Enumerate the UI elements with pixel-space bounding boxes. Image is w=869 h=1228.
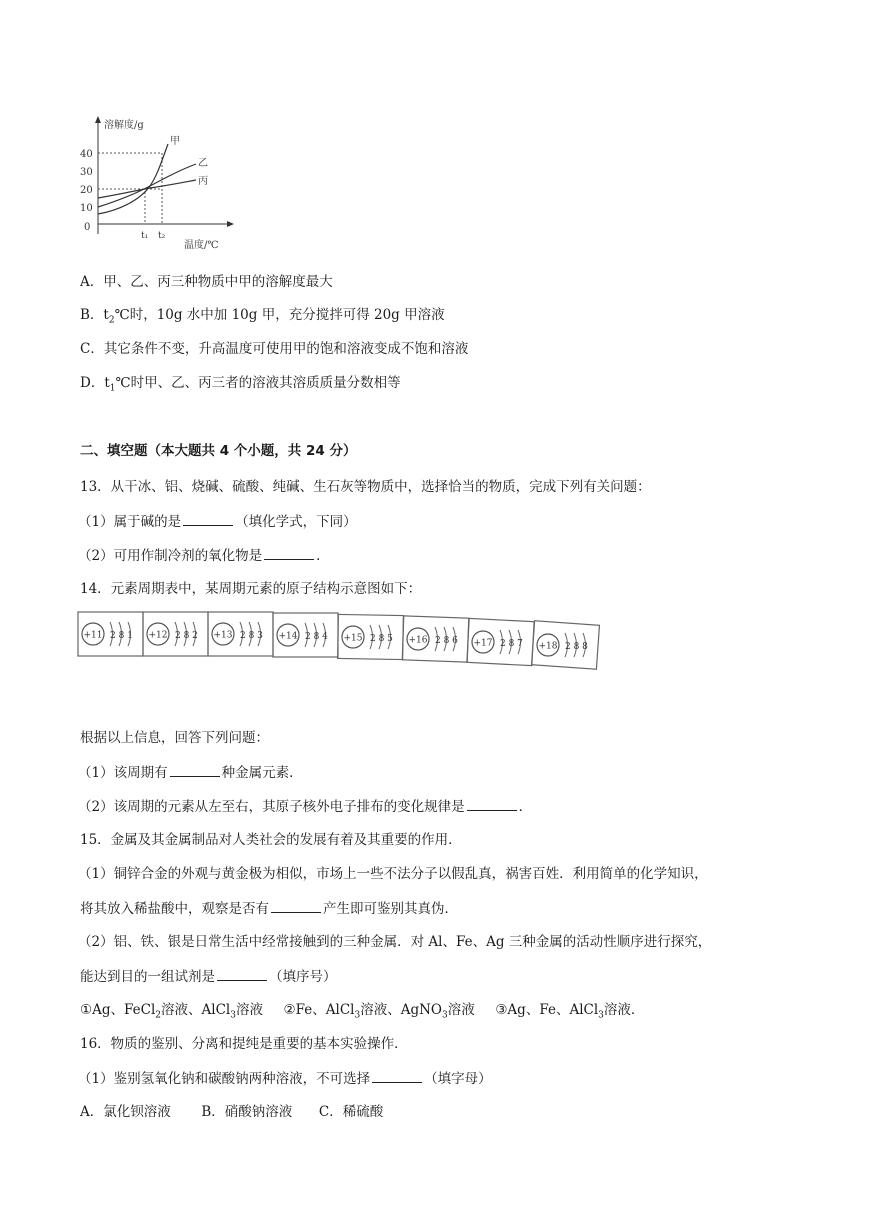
nucleus-charge: +18 [538,641,558,652]
curve-yi [98,164,196,207]
y-tick-10: 10 [80,203,93,214]
atom-diagram [338,614,404,659]
q16-part1: （1）鉴别氢氧化钠和碳酸钠两种溶液，不可选择 （填字母） [78,1068,492,1089]
atom-diagram [273,613,338,657]
x-axis-arrow [227,221,234,227]
q15-part2-line2: 能达到目的一组试剂是 （填序号） [80,966,337,987]
y-axis-arrow [95,116,101,123]
x-tick-t2: t₂ [158,231,166,241]
q15-part2-line1: （2）铝、铁、银是日常生活中经常接触到的三种金属．对 Al、Fe、Ag 三种金属的活动性顺序进行探究， [78,934,712,950]
electron-counts: 2 8 2 [175,631,198,641]
q13-part2: （2）可用作制冷剂的氧化物是 ． [78,545,330,566]
electron-counts: 2 8 1 [110,631,133,641]
nucleus-charge: +14 [278,631,298,642]
q15-option-3: ③Ag、Fe、AlCl$_3$溶液． [495,1002,645,1021]
answer-blank[interactable] [217,966,267,981]
q14-part1: （1）该周期有 种金属元素． [78,762,303,783]
atom-diagram [78,612,143,656]
y-tick-0: 0 [84,222,91,233]
answer-blank[interactable] [183,511,233,526]
atomic-structure-diagrams [76,608,616,686]
section-title: 二、填空题（本大题共 4 个小题，共 24 分） [80,443,357,459]
q14-stem: 14．元素周期表中，某周期元素的原子结构示意图如下： [80,581,422,597]
answer-blank[interactable] [264,545,314,560]
atom-diagram [467,618,534,665]
q14-part2: （2）该周期的元素从左至右，其原子核外电子排布的变化规律是 ． [78,796,532,817]
y-tick-40: 40 [80,149,93,160]
q16-option-a: A．氯化钡溶液 [80,1104,171,1120]
electron-counts: 2 8 6 [435,636,458,646]
q15-option-1: ①Ag、FeCl$_2$溶液、AlCl$_3$溶液 [80,1002,263,1021]
q15-part1-line1: （1）铜锌合金的外观与黄金极为相似，市场上一些不法分子以假乱真，祸害百姓．利用简单的化学知识， [78,866,708,882]
y-tick-30: 30 [80,167,93,178]
q15-stem: 15．金属及其金属制品对人类社会的发展有着及其重要的作用． [80,832,462,848]
answer-blank[interactable] [170,762,220,777]
q15-options [80,1000,644,1026]
q16-option-b: B．硝酸钠溶液 [201,1104,293,1120]
nucleus-charge: +15 [343,633,363,644]
q16-option-c: C．稀硫酸 [318,1104,384,1120]
atom-diagram [532,621,600,669]
q12-option-b: B．$t_2℃$时，10g 水中加 10g 甲，充分搅拌可得 20g 甲溶液 [80,307,445,326]
electron-counts: 2 8 4 [305,632,328,642]
solubility-graph [70,112,240,257]
atom-diagram [402,616,468,662]
y-tick-20: 20 [80,185,93,196]
nucleus-charge: +13 [213,630,233,641]
y-axis-label: 溶解度/g [104,120,144,131]
electron-counts: 2 8 3 [240,631,263,641]
electron-counts: 2 8 5 [370,634,393,644]
q12-option-d: D．$t_1℃$时甲、乙、丙三者的溶液其溶质质量分数相等 [80,375,401,394]
answer-blank[interactable] [271,898,321,913]
q15-part1-line2: 将其放入稀盐酸中，观察是否有 产生即可鉴别其真伪． [80,898,458,919]
answer-blank[interactable] [372,1068,422,1083]
curve-bing [98,180,196,198]
q16-stem: 16．物质的鉴别、分离和提纯是重要的基本实验操作． [80,1036,408,1052]
x-tick-t1: t₁ [141,231,149,241]
q13-stem: 13．从干冰、铝、烧碱、硫酸、纯碱、生石灰等物质中，选择恰当的物质，完成下列有关问题： [80,479,651,495]
q12-option-c: C．其它条件不变，升高温度可使用甲的饱和溶液变成不饱和溶液 [80,341,469,357]
answer-blank[interactable] [467,796,517,811]
electron-counts: 2 8 7 [500,639,523,649]
electron-counts: 2 8 8 [565,642,588,652]
atom-diagram [208,612,273,656]
nucleus-charge: +12 [148,630,168,641]
q13-part1: （1）属于碱的是 （填化学式，下同） [78,511,357,532]
label-jia: 甲 [170,136,180,147]
nucleus-charge: +17 [473,638,493,649]
x-axis-label: 温度/℃ [184,240,219,251]
q16-options [80,1102,383,1122]
label-yi: 乙 [198,158,208,169]
q15-option-2: ②Fe、AlCl$_3$溶液、AgNO$_3$溶液 [283,1002,475,1021]
atom-diagram [143,612,208,656]
label-bing: 丙 [198,176,208,187]
q14-intro: 根据以上信息，回答下列问题： [80,730,269,746]
q12-option-a: A．甲、乙、丙三种物质中甲的溶解度最大 [80,274,333,290]
nucleus-charge: +16 [408,635,428,646]
nucleus-charge: +11 [83,630,103,641]
